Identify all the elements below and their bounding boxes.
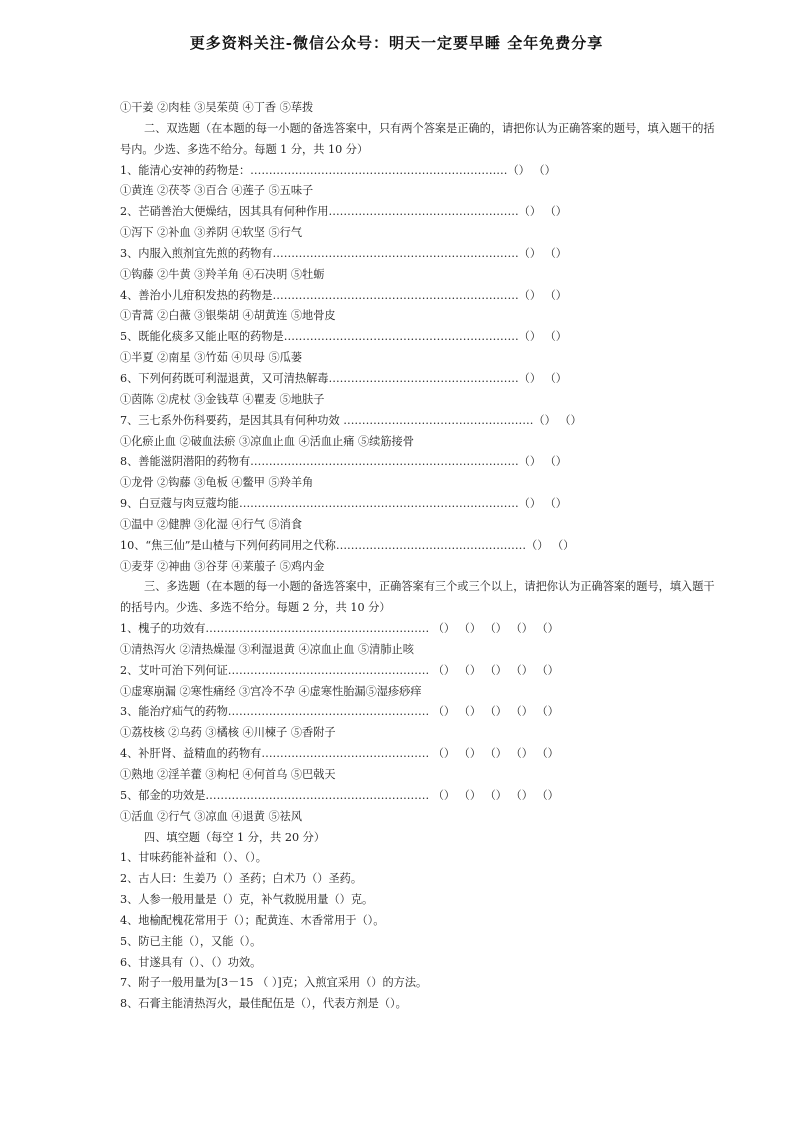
text-line: ①半夏 ②南星 ③竹茹 ④贝母 ⑤瓜蒌 [120, 351, 303, 365]
text-line: ①黄连 ②茯苓 ③百合 ④莲子 ⑤五味子 [120, 184, 314, 198]
page-header: 更多资料关注-微信公众号：明天一定要早睡 全年免费分享 [189, 34, 604, 52]
text-line: 7、附子一般用量为[3－15 （ ）]克；入煎宜采用（）的方法。 [120, 976, 428, 990]
text-line: 8、善能滋阴潜阳的药物有………………………………………………………………（） （） [120, 455, 567, 469]
section-heading: 四、填空题（每空 1 分，共 20 分） [144, 830, 326, 844]
text-line: 7、三七系外伤科要药，是因其具有何种功效 ……………………………………………（） （） [120, 413, 582, 427]
text-line: 1、甘味药能补益和（）、（）。 [120, 851, 267, 865]
text-line: ①泻下 ②补血 ③养阴 ④软坚 ⑤行气 [120, 226, 303, 240]
text-line: ①清热泻火 ②清热燥湿 ③利湿退黄 ④凉血止血 ⑤清肺止咳 [120, 642, 414, 656]
text-line: 3、人参一般用量是（）克，补气救脱用量（）克。 [120, 893, 374, 907]
document-body [120, 98, 720, 1015]
text-line: 8、石膏主能清热泻火，最佳配伍是（），代表方剂是（）。 [120, 997, 407, 1011]
text-line: 9、白豆蔻与肉豆蔻均能…………………………………………………………………（） （） [120, 497, 567, 511]
text-line: 10、“焦三仙”是山楂与下列何药同用之代称……………………………………………（） （） [120, 538, 575, 552]
text-line: ①温中 ②健脾 ③化湿 ④行气 ⑤消食 [120, 517, 303, 531]
section-heading: 三、多选题（在本题的每一小题的备选答案中，正确答案有三个或三个以上，请把你认为正确答案的题号，填入题干的括号内。少选、多选不给分。每题 2 分，共 10 分） [120, 580, 715, 615]
text-line: ①干姜 ②肉桂 ③吴茱萸 ④丁香 ⑤荜拨 [120, 101, 314, 114]
text-line: ①活血 ②行气 ③凉血 ④退黄 ⑤祛风 [120, 809, 303, 823]
text-line: 3、内服入煎剂宜先煎的药物有…………………………………………………………（） （） [120, 246, 567, 260]
text-line: ①龙骨 ②钩藤 ③龟板 ④鳖甲 ⑤羚羊角 [120, 476, 314, 490]
text-line: 4、地榆配槐花常用于（）；配黄连、木香常用于（）。 [120, 913, 385, 927]
text-line: 1、槐子的功效有…………………………………………………… （） （） （） （） （） [120, 622, 559, 636]
text-line: 6、甘遂具有（）、（）功效。 [120, 955, 262, 969]
text-line: 5、防已主能（），又能（）。 [120, 934, 262, 948]
text-line: 4、善治小儿疳积发热的药物是…………………………………………………………（） （） [120, 288, 567, 302]
text-line: ①茵陈 ②虎杖 ③金钱草 ④瞿麦 ⑤地肤子 [120, 392, 325, 406]
text-line: ①钩藤 ②牛黄 ③羚羊角 ④石决明 ⑤牡蛎 [120, 267, 325, 281]
text-line: 4、补肝肾、益精血的药物有……………………………………… （） （） （） （） （） [120, 747, 559, 761]
text-line: 6、下列何药既可利湿退黄，又可清热解毒……………………………………………（） （） [120, 371, 567, 385]
text-line: ①熟地 ②淫羊藿 ③枸杞 ④何首乌 ⑤巴戟天 [120, 768, 336, 781]
text-line: 1、能清心安神的药物是：……………………………………………………………（） （） [120, 163, 556, 177]
text-line: ①青蒿 ②白薇 ③银柴胡 ④胡黄连 ⑤地骨皮 [120, 309, 336, 323]
text-line: ①化瘀止血 ②破血法瘀 ③凉血止血 ④活血止痛 ⑤续筋接骨 [120, 434, 414, 448]
text-line: 5、既能化痰多又能止呕的药物是………………………………………………………（） （） [120, 330, 567, 344]
section-heading: 二、双选题（在本题的每一小题的备选答案中，只有两个答案是正确的，请把你认为正确答案的题号，填入题干的括号内。少选、多选不给分。每题 1 分，共 10 分） [120, 121, 715, 156]
text-line: 5、郁金的功效是…………………………………………………… （） （） （） （） （） [120, 788, 559, 802]
text-line: ①荔枝核 ②乌药 ③橘核 ④川楝子 ⑤香附子 [120, 726, 336, 740]
text-line: ①麦芽 ②神曲 ③谷芽 ④莱菔子 ⑤鸡内金 [120, 559, 325, 573]
text-line: 2、芒硝善治大便燥结，因其具有何种作用……………………………………………（） （） [120, 205, 567, 219]
text-line: ①虚寒崩漏 ②寒性痛经 ③宫冷不孕 ④虚寒性胎漏⑤湿疹痧痒 [120, 684, 422, 698]
text-line: 2、古人曰：生姜乃（）圣药；白术乃（）圣药。 [120, 872, 363, 886]
text-line: 3、能治疗疝气的药物……………………………………………… （） （） （） （） （） [120, 705, 559, 719]
text-line: 2、艾叶可治下列何证……………………………………………… （） （） （） （） （） [120, 663, 559, 677]
